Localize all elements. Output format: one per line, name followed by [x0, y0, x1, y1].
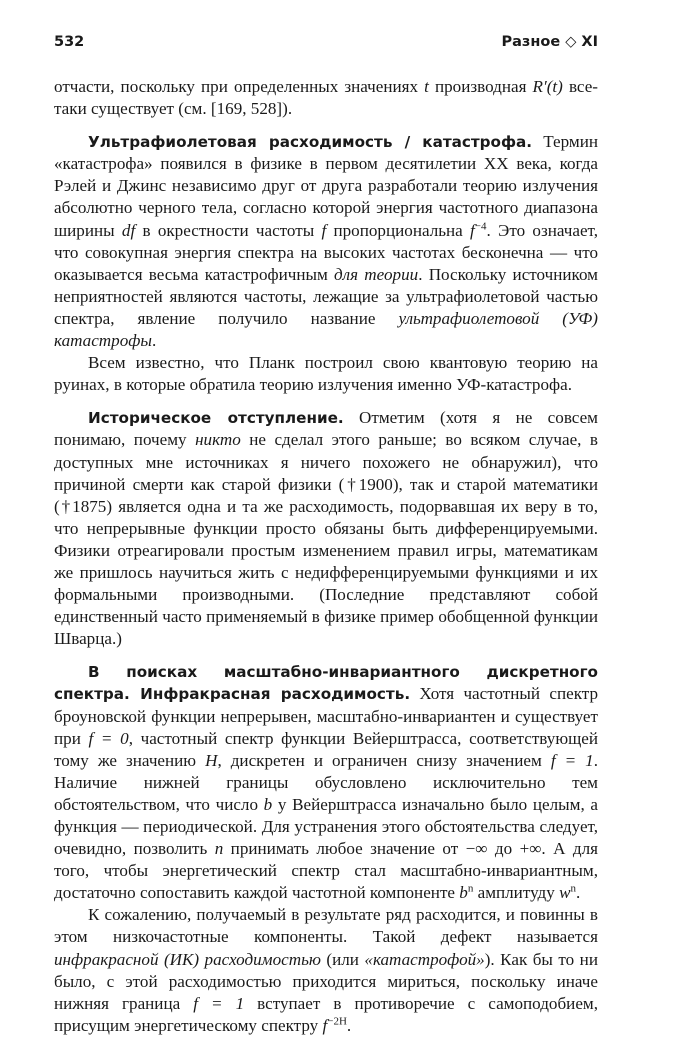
page-body [54, 76, 598, 1037]
paragraph-continuation: отчасти, поскольку при определенных значениях t производная R′(t) все-таки существует (см. [169, 528]). [54, 77, 598, 119]
page-number: 532 [54, 34, 85, 50]
paragraph-historical-digression: Историческое отступление. Отметим (хотя я не совсем понимаю, почему никто не сделал этого раньше; во всяком случае, в доступных мне источниках я ничего похожего не обнаружил), что причиной смерти как старой физики (†1900), так и старой математики (†1875) является одна и та же расходимость, подорвавшая их веру в то, что непрерывные функции просто обязаны быть дифференцируемыми. Физики отреагировали простым изменением правил игры, математикам же пришлось научиться жить с недифференцируемыми функциями и их формальными производными. (Последние представляют собой единственный часто применяемый в физике пример обобщенной функции Шварца.) [54, 408, 598, 649]
paragraph-uv-catastrophe: Ультрафиолетовая расходимость / катастрофа. Термин «катастрофа» появился в физике в первом десятилетии XX века, когда Рэлей и Джинс независимо друг от друга разработали теорию излучения абсолютно черного тела, согласно которой энергия частотного диапазона ширины df в окрестности частоты f пропорциональна $f^{-4}$. Это означает, что совокупная энергия спектра на высоких частотах бесконечна — что оказывается весьма катастрофичным для теории. Поскольку источником неприятностей являются частоты, лежащие за ультрафиолетовой частью спектра, явление получило название ультрафиолетовой (УФ) катастрофы. [54, 132, 598, 351]
paragraph-planck: Всем известно, что Планк построил свою квантовую теорию на руинах, в которые обратила теорию излучения именно УФ-катастрофа. [54, 353, 598, 395]
section-heading: В поисках масштабно-инвариантного дискретного спектра. Инфракрасная расходимость. [54, 663, 598, 704]
page-header [54, 34, 598, 54]
paragraph-infrared-divergence: К сожалению, получаемый в результате ряд расходится, и повинны в этом низкочастотные компоненты. Такой дефект называется инфракрасной (ИК) расходимостью (или «катастрофой»). Как бы то ни было, с этой расходимостью приходится мириться, поскольку иначе нижняя граница f = 1 вступает в противоречие с самоподобием, присущим энергетическому спектру $f^{-2H}$. [54, 905, 599, 1035]
section-heading: Историческое отступление. [88, 409, 344, 428]
section-heading: Ультрафиолетовая расходимость / катастрофа. [88, 133, 533, 152]
paragraph-scale-invariant-spectrum: В поисках масштабно-инвариантного дискретного спектра. Инфракрасная расходимость. Хотя частотный спектр броуновской функции непрерывен, масштабно-инвариантен и существует при f = 0, частотный спектр функции Вейерштрасса, соответствующей тому же значению H, дискретен и ограничен снизу значением f = 1. Наличие нижней границы обусловлено исключительно тем обстоятельством, что число b у Вейерштрасса изначально было целым, а функция — периодической. Для устранения этого обстоятельства следует, очевидно, позволить n принимать любое значение от −∞ до +∞. А для того, чтобы энергетический спектр стал масштабно-инвариантным, достаточно сопоставить каждой частотной компоненте $b^n$ амплитуду $w^n$. [54, 663, 598, 903]
running-title: Разное ◇ XI [501, 34, 598, 50]
